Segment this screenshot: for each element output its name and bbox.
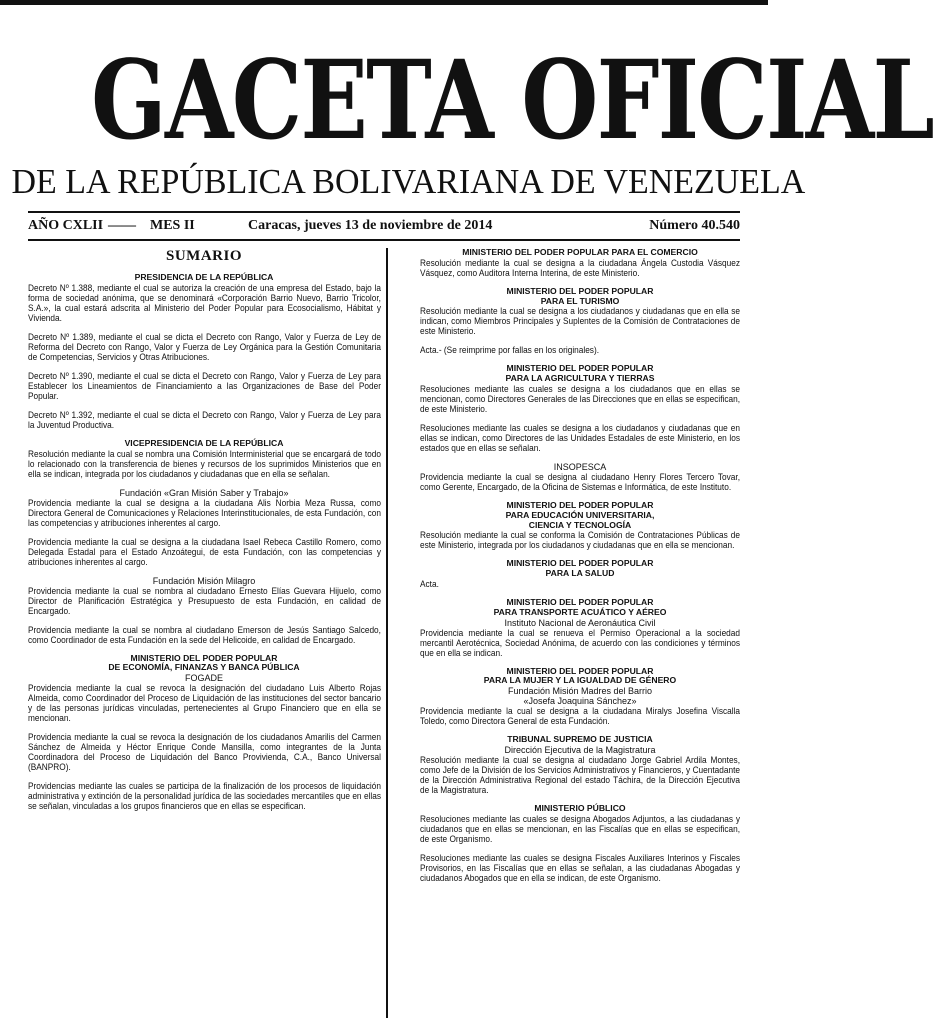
top-rule (0, 0, 768, 5)
sumario-section (28, 488, 380, 567)
issue-number: Número 40.540 (649, 218, 740, 233)
summary-entry: Providencia mediante la cual se revoca la designación de los ciudadanos Amarilis del Carmen Sánchez de Almeida y Héctor Enrique Conde Mansilla, como integrantes de la Junta Coordinadora del Proceso de Liquidación del Banco Provivienda, C.A., Banco Universal (BANPRO). (28, 732, 381, 773)
summary-entry: Acta.- (Se reimprime por fallas en los originales). (420, 345, 600, 356)
sumario-section (28, 654, 380, 812)
masthead-title: GACETA OFICIAL (91, 36, 933, 164)
summary-entry: Resolución mediante la cual se nombra una Comisión Interministerial que se encargará de todo lo relacionado con la transferencia de bienes y recursos de los suprimidos Ministerios que en ella se indican, integrada por los ciudadanos y ciudadanas que en ella se señalan. (28, 448, 381, 479)
summary-entry: Providencia mediante la cual se designa a la ciudadana Miralys Josefina Viscalla Toledo, como Directora General de esta Fundación. (420, 706, 741, 727)
issue-date: Caracas, jueves 13 de noviembre de 2014 (248, 218, 493, 233)
issue-dash: —— (108, 218, 136, 233)
issue-year: AÑO CXLII (28, 218, 104, 233)
section-heading: MINISTERIO DEL PODER POPULAR PARA LA SALUD (506, 558, 654, 579)
summary-entry: Decreto Nº 1.392, mediante el cual se dicta el Decreto con Rango, Valor y Fuerza de Ley para la Juventud Productiva. (28, 409, 381, 430)
section-heading: MINISTERIO DEL PODER POPULAR PARA LA AGRICULTURA Y TIERRAS (505, 363, 655, 384)
summary-entry: Decreto Nº 1.389, mediante el cual se dicta el Decreto con Rango, Valor y Fuerza de Ley de Reforma del Decreto con Rango, Valor y Fuerza de Ley Orgánica para la Gestión Comunitaria de Competencias, Servicios y Otras Atribuciones. (28, 331, 381, 362)
sumario-section (420, 667, 740, 727)
summary-entry: Resoluciones mediante las cuales se designa Fiscales Auxiliares Interinos y Fiscales Provisorios, en las Fiscalías que en ellas se señalan, a las ciudadanas Abogadas y ciudadanos Abogados que en ella se indican, de este Organismo. (420, 852, 741, 883)
sumario-left-column (28, 248, 380, 820)
section-subheading: Fundación «Gran Misión Saber y Trabajo» (119, 487, 289, 498)
sumario-title: SUMARIO (165, 248, 242, 264)
summary-entry: Providencia mediante la cual se revoca la designación del ciudadano Luis Alberto Rojas Almeida, como Coordinador del Proceso de Liquidación de las instituciones del sector bancario y de las personas jurídicas vinculadas, pertenecientes al Grupo Financiero que en ella se mencionan. (28, 683, 381, 724)
summary-entry: Resoluciones mediante las cuales se designa a los ciudadanos y ciudadanas que en ellas se indican, como Directores de las Unidades Estadales de este Ministerio, en los estados que en ellas se señalan. (420, 422, 741, 453)
summary-entry: Providencia mediante la cual se nombra al ciudadano Ernesto Elías Guevara Hijuelo, como Director de Planificación Estratégica y Presupuesto de esta Fundación, en calidad de Encargado. (28, 585, 381, 616)
sumario-section (420, 364, 740, 453)
sumario-section (28, 273, 380, 430)
issue-line (28, 216, 740, 236)
header-rule-bottom (28, 239, 740, 241)
sumario-section (420, 501, 740, 550)
summary-entry: Resolución mediante la cual se designa a la ciudadana Ángela Custodia Vásquez Vásquez, como Auditora Interna Interina, de este Ministerio. (420, 257, 741, 278)
summary-entry: Decreto Nº 1.388, mediante el cual se autoriza la creación de una empresa del Estado, bajo la forma de sociedad anónima, que se denominará «Corporación Barrio Nuevo, Barrio Tricolor, S.A.», la cual estará adscrita al Ministerio del Poder Popular para Ecosocialismo, Hábitat y Vivienda. (28, 282, 381, 323)
summary-entry: Providencias mediante las cuales se participa de la finalización de los procesos de liquidación administrativa y extinción de la personalidad jurídica de las sociedades mercantiles que en ellas se señalan, vinculadas a los grupos financieros que en ellas se especifican. (28, 781, 381, 812)
section-heading: MINISTERIO PÚBLICO (534, 802, 626, 813)
section-subheading: Fundación Misión Milagro (152, 575, 256, 586)
section-heading: MINISTERIO DEL PODER POPULAR PARA TRANSPORTE ACUÁTICO Y AÉREO (493, 596, 667, 617)
section-subheading: Instituto Nacional de Aeronáutica Civil (504, 617, 656, 628)
summary-entry: Resoluciones mediante las cuales se designa Abogados Adjuntos, a las ciudadanas y ciudadanos que en ellas se mencionan, en las Fiscalías que en ellas se especifican, de este Organismo. (420, 813, 741, 844)
summary-entry: Providencia mediante la cual se nombra al ciudadano Emerson de Jesús Santiago Salcedo, como Coordinador de esta Fundación en la sede del Helicoide, en calidad de Encargado. (28, 624, 381, 645)
section-subheading: FOGADE (184, 673, 223, 684)
sumario-section (420, 559, 740, 589)
section-subheading: INSOPESCA (553, 461, 607, 472)
sumario-section (420, 462, 740, 492)
section-heading: MINISTERIO DEL PODER POPULAR PARA EL TURISMO (506, 285, 654, 306)
sumario-section (420, 598, 740, 658)
sumario-section (420, 287, 740, 356)
left-entries (28, 273, 380, 811)
issue-month: MES II (150, 218, 195, 233)
right-entries (420, 248, 740, 883)
section-heading: MINISTERIO DEL PODER POPULAR PARA LA MUJER Y LA IGUALDAD DE GÉNERO (483, 665, 677, 686)
summary-entry: Providencia mediante la cual se designa al ciudadano Henry Flores Tercero Tovar, como Gerente, Encargado, de la Oficina de Sistemas e Informática, de este Instituto. (420, 471, 741, 492)
section-heading: PRESIDENCIA DE LA REPÚBLICA (134, 272, 274, 282)
sumario-section (420, 804, 740, 883)
sumario-section (420, 735, 740, 795)
summary-entry: Resolución mediante la cual se designa al ciudadano Jorge Gabriel Ardila Montes, como Jefe de la División de los Servicios Administrativos y Financieros, y Cuentadante de la Dirección Administrativa Regional del estado Táchira, de la Dirección Ejecutiva de la Magistratura. (420, 754, 741, 795)
column-divider (386, 248, 388, 1018)
summary-entry: Resolución mediante la cual se conforma la Comisión de Contrataciones Públicas de este Ministerio, integrada por los ciudadanos y ciudadanas que en ella se mencionan. (420, 530, 741, 551)
summary-entry: Resoluciones mediante las cuales se designa a los ciudadanos que en ellas se mencionan, como Directores Generales de las Direcciones que en ellas se especifican, de este Ministerio. (420, 383, 741, 414)
section-heading: TRIBUNAL SUPREMO DE JUSTICIA (507, 734, 653, 745)
section-subheading: Dirección Ejecutiva de la Magistratura (504, 744, 656, 755)
section-heading: MINISTERIO DEL PODER POPULAR PARA EL COMERCIO (462, 247, 698, 257)
section-heading: VICEPRESIDENCIA DE LA REPÚBLICA (124, 437, 284, 448)
sumario-section (28, 439, 380, 479)
sumario-section (28, 576, 380, 645)
section-heading: MINISTERIO DEL PODER POPULAR PARA EDUCACIÓN UNIVERSITARIA, CIENCIA Y TECNOLOGÍA (505, 499, 655, 530)
summary-entry: Resolución mediante la cual se designa a los ciudadanos y ciudadanas que en ella se indican, como Miembros Principales y Suplentes de la Comisión de Contrataciones de este Ministerio. (420, 306, 741, 337)
summary-entry: Providencia mediante la cual se renueva el Permiso Operacional a la sociedad mercantil Aerotécnica, Sociedad Anónima, de acuerdo con las condiciones y términos que en ella se indican. (420, 627, 741, 658)
section-subheading: Fundación Misión Madres del Barrio «Josefa Joaquina Sánchez» (507, 686, 653, 707)
section-heading: MINISTERIO DEL PODER POPULAR DE ECONOMÍA, FINANZAS Y BANCA PÚBLICA (108, 652, 300, 673)
summary-entry: Decreto Nº 1.390, mediante el cual se dicta el Decreto con Rango, Valor y Fuerza de Ley para Establecer los Lineamientos de Financiamiento a las Organizaciones de Base del Poder Popular. (28, 370, 381, 401)
summary-entry: Acta. (420, 578, 439, 589)
sumario-right-column (420, 248, 740, 892)
sumario-section (420, 248, 740, 278)
header-rule-top (28, 211, 740, 213)
masthead-subtitle: DE LA REPÚBLICA BOLIVARIANA DE VENEZUELA (11, 162, 806, 201)
summary-entry: Providencia mediante la cual se designa a la ciudadana Isael Rebeca Castillo Romero, como Delegada Estadal para el Estado Anzoátegui, de esta Fundación, con las competencias y atribuciones inherentes al cargo. (28, 536, 381, 567)
summary-entry: Providencia mediante la cual se designa a la ciudadana Alis Norbia Meza Russa, como Directora General de Comunicaciones y Relaciones Interinstitucionales, de esta Fundación, con las competencias y atribuciones inherentes al cargo. (28, 497, 381, 528)
